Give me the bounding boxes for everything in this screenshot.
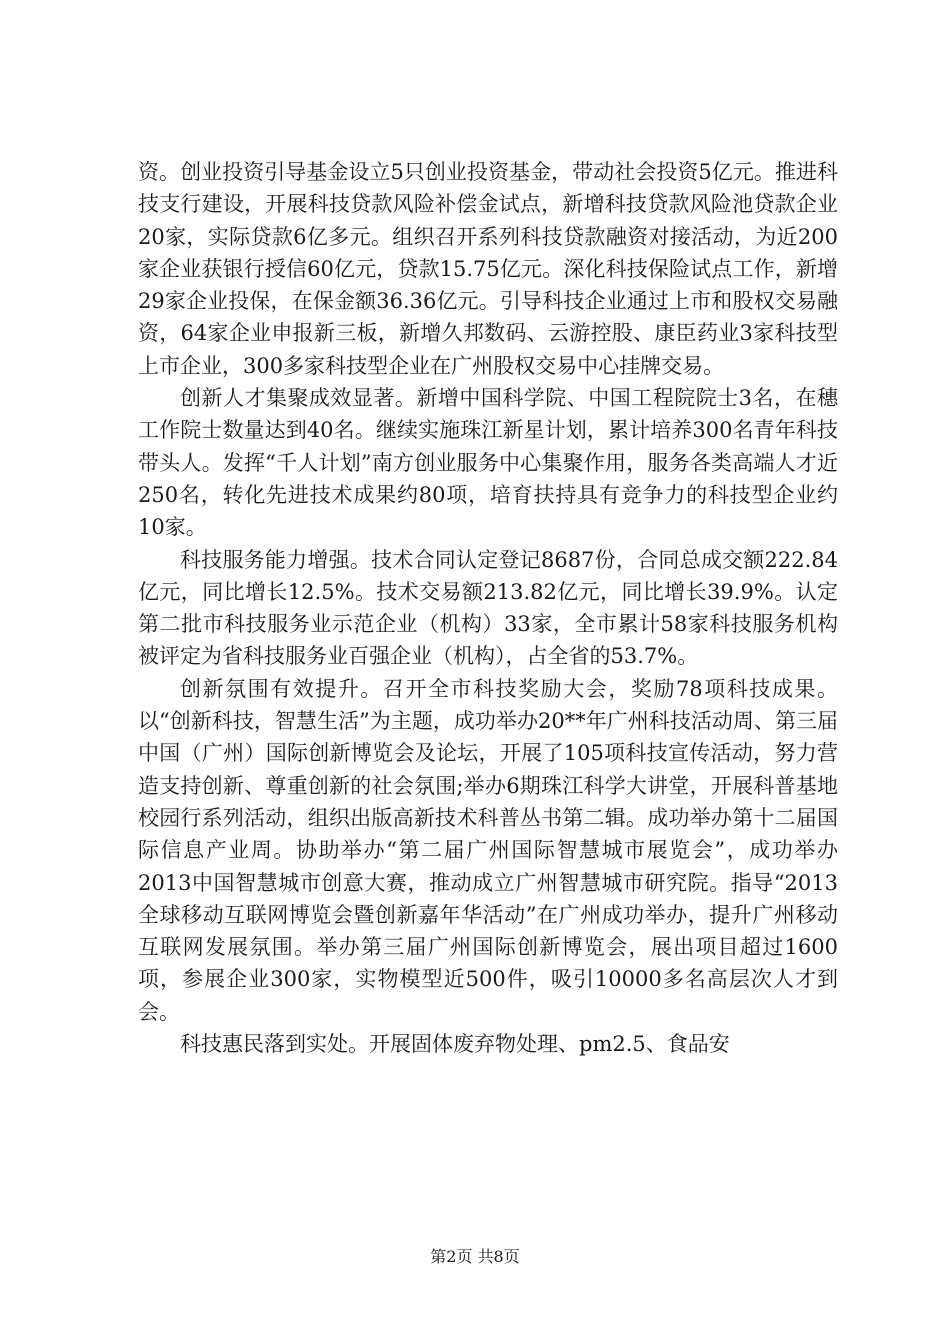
paragraph-services: 科技服务能力增强。技术合同认定登记8687份，合同总成交额222.84亿元，同比增长12.5%。技术交易额213.82亿元，同比增长39.9%。认定第二批市科技服务业示范企业（机构）33家，全市累计58家科技服务机构被评定为省科技服务业百强企业（机构），占全省的53.7%。 xyxy=(138,547,838,669)
page-footer: 第2页 共8页 xyxy=(430,1247,520,1266)
document-body xyxy=(138,156,838,1060)
paragraph-talent: 创新人才集聚成效显著。新增中国科学院、中国工程院院士3名，在穗工作院士数量达到40名。继续实施珠江新星计划，累计培养300名青年科技带头人。发挥“千人计划”南方创业服务中心集聚作用，服务各类高端人才近250名，转化先进技术成果约80项，培育扶持具有竞争力的科技型企业约10家。 xyxy=(138,386,838,540)
paragraph-benefits: 科技惠民落到实处。开展固体废弃物处理、pm2.5、食品安 xyxy=(180,1032,730,1057)
paragraph-financing: 资。创业投资引导基金设立5只创业投资基金，带动社会投资5亿元。推进科技支行建设，开展科技贷款风险补偿金试点，新增科技贷款风险池贷款企业20家，实际贷款6亿多元。组织召开系列科技贷款融资对接活动，为近200家企业获银行授信60亿元，贷款15.75亿元。深化科技保险试点工作，新增29家企业投保，在保金额36.36亿元。引导科技企业通过上市和股权交易融资，64家企业申报新三板，新增久邦数码、云游控股、康臣药业3家科技型上市企业，300多家科技型企业在广州股权交易中心挂牌交易。 xyxy=(138,160,838,378)
paragraph-atmosphere: 创新氛围有效提升。召开全市科技奖励大会，奖励78项科技成果。以“创新科技，智慧生活”为主题，成功举办20**年广州科技活动周、第三届中国（广州）国际创新博览会及论坛，开展了105项科技宣传活动，努力营造支持创新、尊重创新的社会氛围;举办6期珠江科学大讲堂，开展科普基地校园行系列活动，组织出版高新技术科普丛书第二辑。成功举办第十二届国际信息产业周。协助举办“第二届广州国际智慧城市展览会”，成功举办2013中国智慧城市创意大赛，推动成立广州智慧城市研究院。指导“2013全球移动互联网博览会暨创新嘉年华活动”在广州成功举办，提升广州移动互联网发展氛围。举办第三届广州国际创新博览会，展出项目超过1600项，参展企业300家，实物模型近500件，吸引10000多名高层次人才到会。 xyxy=(138,676,838,1024)
